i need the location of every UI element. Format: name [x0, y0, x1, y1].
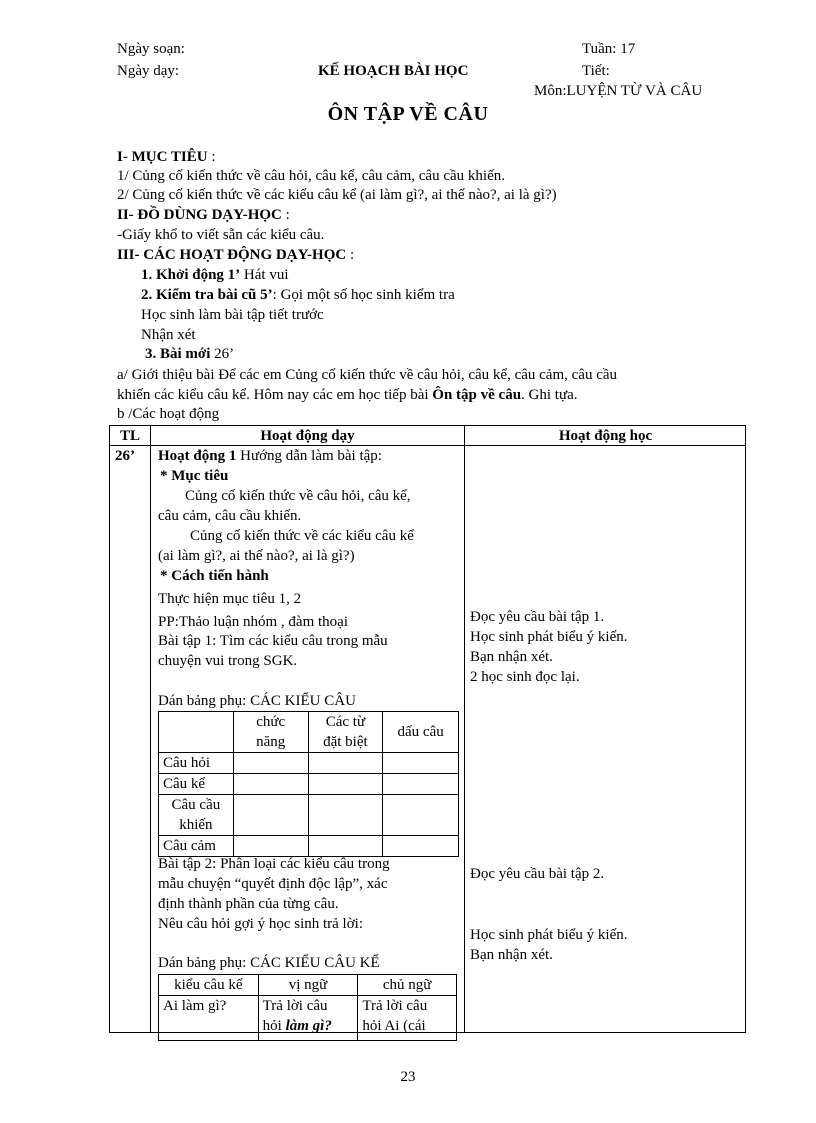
period-label: Tiết:: [582, 63, 610, 79]
warmup-line: [141, 266, 289, 284]
learning-step: Bạn nhận xét.: [470, 649, 553, 665]
learning-step: Đọc yêu cầu bài tập 2.: [470, 866, 605, 882]
ngay-day-label: Ngày dạy:: [117, 63, 180, 79]
ngay-soan-label: Ngày soạn:: [117, 41, 185, 57]
learning-step: Học sinh phát biểu ý kiến.: [470, 629, 628, 645]
exercise-1-line-1: Bài tập 1: Tìm các kiểu câu trong mẫu: [158, 633, 388, 649]
review-line: [141, 286, 455, 304]
predicate-emphasis: làm gì?: [285, 1018, 332, 1034]
row-label: [159, 795, 234, 836]
header-subject: chủ ngữ: [358, 975, 457, 996]
exercise-2-line-1: Bài tập 2: Phân loại các kiểu câu trong: [158, 856, 390, 872]
page-number: 23: [400, 1069, 416, 1085]
row-label-line: khiến: [179, 817, 213, 833]
predicate-line: hỏi: [262, 1018, 286, 1034]
header-function-line: năng: [256, 734, 286, 750]
activities-subheading: b /Các hoạt động: [117, 406, 220, 422]
sentence-types-table: [158, 711, 459, 857]
predicate-line: Trả lời câu: [262, 998, 328, 1014]
table-row: [159, 795, 459, 836]
objective-2: 2/ Củng cố kiến thức về các kiểu câu kể (ai làm gì?, ai thế nào?, ai là gì?): [117, 187, 557, 203]
board-1-caption: Dán bảng phụ: CÁC KIỂU CÂU: [158, 693, 356, 709]
subject-line: Trả lời câu: [362, 998, 428, 1014]
review-line-2: Học sinh làm bài tập tiết trước: [141, 307, 324, 323]
exercise-1-line-2: chuyện vui trong SGK.: [158, 653, 298, 669]
activities-heading-text: III- CÁC HOẠT ĐỘNG DẠY-HỌC: [117, 247, 347, 263]
objective-text-2a: Củng cố kiến thức về các kiểu câu kể: [190, 528, 414, 544]
column-divider: [150, 426, 151, 1032]
method: PP:Thảo luận nhóm , đàm thoại: [158, 614, 348, 630]
objective-1: 1/ Củng cố kiến thức về câu hỏi, câu kể, câu cảm, câu cầu khiến.: [117, 168, 505, 184]
activities-heading: [117, 246, 354, 264]
header-tl: TL: [119, 428, 140, 444]
table-header-row: [159, 975, 457, 996]
objective-label: * Mục tiêu: [160, 468, 229, 484]
statement-type-cell: Ai làm gì?: [159, 996, 259, 1041]
column-divider: [464, 426, 465, 1032]
subject-cell: [358, 996, 457, 1041]
colon: :: [346, 247, 355, 263]
objective-text-1b: câu cảm, câu cầu khiến.: [158, 508, 302, 524]
learning-step: Bạn nhận xét.: [470, 947, 553, 963]
materials-item: -Giấy khổ to viết sẵn các kiểu câu.: [117, 227, 325, 243]
materials-heading: [117, 206, 290, 224]
time-cell: 26’: [115, 448, 135, 464]
materials-heading-text: II- ĐỒ DÙNG DẠY-HỌC: [117, 207, 282, 223]
row-label: Câu hỏi: [159, 753, 234, 774]
procedure-label: * Cách tiến hành: [160, 568, 269, 584]
lesson-title: ÔN TẬP VỀ CÂU: [327, 103, 489, 125]
colon: :: [281, 207, 290, 223]
header-function: [233, 712, 308, 753]
learning-step: 2 học sinh đọc lại.: [470, 669, 580, 685]
review-text: : Gọi một số học sinh kiểm tra: [272, 287, 455, 303]
plan-title: KẾ HOẠCH BÀI HỌC: [318, 63, 469, 79]
activity-1-text: Hướng dẫn làm bài tập:: [236, 448, 382, 464]
new-lesson-label: 3. Bài mới: [145, 346, 211, 362]
activity-1-label: Hoạt động 1: [158, 448, 237, 464]
warmup-label: 1. Khởi động 1’: [141, 267, 241, 283]
table-header-row: [159, 712, 459, 753]
learning-step: Học sinh phát biểu ý kiến.: [470, 927, 628, 943]
row-label: Câu kể: [159, 774, 234, 795]
learning-step: Đọc yêu cầu bài tập 1.: [470, 609, 605, 625]
header-function-line: chức: [256, 714, 286, 730]
intro-text: khiến các kiểu câu kể. Hôm nay các em học tiếp bài: [117, 387, 433, 403]
guiding-questions: Nêu câu hỏi gợi ý học sinh trả lời:: [158, 916, 363, 932]
board-2-caption: Dán bảng phụ: CÁC KIỂU CÂU KỂ: [158, 955, 380, 971]
header-punctuation: dấu câu: [383, 712, 459, 753]
table-row: [159, 774, 459, 795]
statement-types-table: [158, 974, 457, 1041]
activity-table: [109, 425, 746, 1033]
header-special-line: Các từ: [325, 714, 366, 730]
intro-line-1: a/ Giới thiệu bài Để các em Củng cố kiến thức về câu hỏi, câu kể, câu cảm, câu cầu: [117, 367, 618, 383]
intro-tail: . Ghi tựa.: [521, 387, 578, 403]
new-lesson-line: [145, 345, 234, 363]
warmup-text: Hát vui: [240, 267, 289, 283]
header-statement-type: kiểu câu kể: [159, 975, 259, 996]
row-label-line: Câu cầu: [171, 797, 221, 813]
predicate-cell: [258, 996, 358, 1041]
new-lesson-time: 26’: [210, 346, 235, 362]
review-label: 2. Kiểm tra bài cũ 5’: [141, 287, 273, 303]
exercise-2-line-2: mẫu chuyện “quyết định độc lập”, xác: [158, 876, 388, 892]
header-special-line: đặt biệt: [323, 734, 368, 750]
table-row: [159, 996, 457, 1041]
blank-header: [159, 712, 234, 753]
row-label: Câu cảm: [159, 836, 234, 857]
activity-1-line: [158, 446, 382, 466]
header-teaching: Hoạt động dạy: [260, 428, 355, 444]
exercise-2-line-3: định thành phần của từng câu.: [158, 896, 339, 912]
objectives-heading-text: I- MỤC TIÊU: [117, 149, 208, 165]
intro-line-2: [117, 386, 578, 404]
intro-lesson-name: Ôn tập về câu: [432, 387, 522, 403]
week-label: Tuần: 17: [582, 41, 636, 57]
table-row: [159, 753, 459, 774]
header-special-words: [308, 712, 383, 753]
objective-text-1a: Củng cố kiến thức về câu hỏi, câu kể,: [185, 488, 411, 504]
subject-line: hỏi Ai (cái: [362, 1018, 426, 1034]
review-comment: Nhận xét: [141, 327, 196, 343]
objective-text-2b: (ai làm gì?, ai thế nào?, ai là gì?): [158, 548, 355, 564]
header-learning: Hoạt động học: [558, 428, 653, 444]
header-predicate: vị ngữ: [258, 975, 358, 996]
objectives-heading: [117, 148, 216, 166]
colon: :: [207, 149, 216, 165]
subject-label: Môn:LUYỆN TỪ VÀ CÂU: [534, 83, 703, 99]
procedure-target: Thực hiện mục tiêu 1, 2: [158, 591, 302, 607]
